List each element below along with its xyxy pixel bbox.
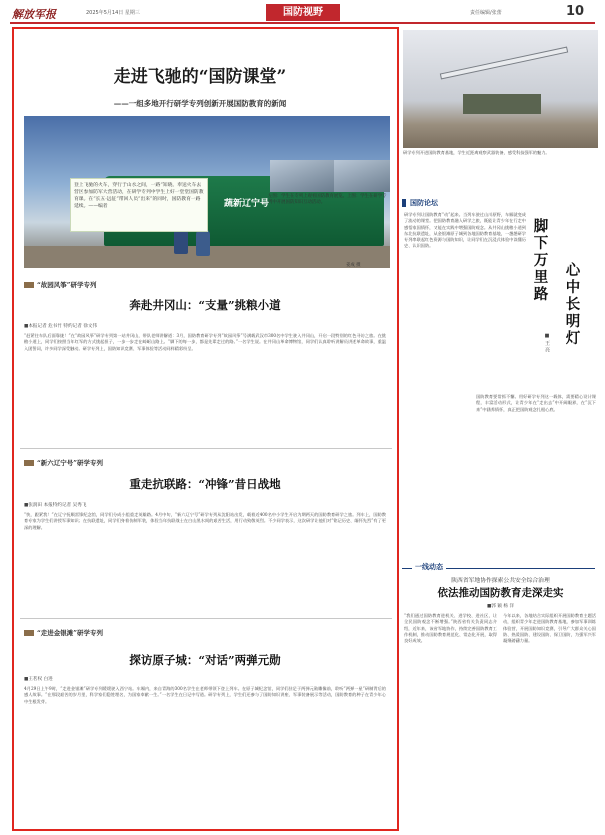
column-tag-3: “走进金银滩”研学专列 <box>24 628 103 640</box>
byline-2: ■张润田 本报特约记者 吴秀飞 <box>24 503 87 508</box>
feature-title: 走进飞驰的“国防课堂” <box>113 67 287 87</box>
frontline-header: 一线动态 <box>412 562 446 572</box>
frontline-byline: ■郭 颖 杨 洋 <box>486 604 515 609</box>
editor-credit: 责任编辑/张蕾 <box>470 10 502 16</box>
kicker: 陕西省军地协作探索公共安全综合治理 <box>451 578 550 584</box>
inset-photo-1 <box>270 160 334 192</box>
headline-1: 奔赴井冈山：“支量”挑粮小道 <box>129 298 281 312</box>
train-livery-text: 蔬新辽宁号 <box>224 199 270 209</box>
headline-3: 探访原子城：“对话”两弹元勋 <box>129 653 281 667</box>
byline-3: ■王茗权 白进 <box>24 677 53 682</box>
frontline-body-b: 今年以来，各地结合实际组织开展国防教育主题活动，组织青少年走进国防教育基地，参加军事训练体验营，开展国防知识竞赛，引导广大群众关心国防、热爱国防、建设国防、保卫国防，为强军兴军凝聚磅礴力量。 <box>503 613 596 644</box>
photo-credit: 姜成 摄 <box>346 263 361 268</box>
missile-photo-caption: 研学专列开进国防教育基地，学生近距离观察武器装备，感受科技强军的魅力。 <box>403 150 550 155</box>
feature-subtitle: ——一组多地开行研学专列创新开展国防教育的新闻 <box>113 99 287 108</box>
article-body-2: “快，跟紧我！”在辽宁抚顺雷锋纪念馆，同学们分成小组重走英雄路。4月中旬，“新六辽宁号”研学专列从沈阳站出发，载着近400名中小学生开启为期两天的国防教育研学之旅。列车上，国防教育专家为学生们讲授军事知识；在抗联遗址，同学们身着仿制军装，体验当年抗联战士在白山黑水间的艰苦生活，用行动致敬英烈。不少同学表示，这次研学让他们对“铭记历史、缅怀先烈”有了更深的理解。 <box>24 512 386 530</box>
section-title: 国防视野 <box>266 4 340 21</box>
divider <box>20 448 392 449</box>
launcher-image <box>463 94 541 114</box>
inset-photo-2 <box>334 160 390 192</box>
article-body-3: 4月29日上午9时，“走进金银滩”研学专列缓缓驶入西宁站。车厢内，来自青海的300名学生在老师带领下登上列车。在原子城纪念馆，同学们驻足于两弹元勋雕像前，聆听“两弹一星”研制背后的感人故事。“在那段艰苦的岁月里，科学家们隐姓埋名，为国家奉献一生。”一名学生在日记中写道。研学专列上，学生们还参与了国防知识讲座、军事装备展示等活动，国防教育的种子在青少年心中生根发芽。 <box>24 686 386 704</box>
issue-date: 2025年5月14日 星期三 <box>86 10 140 16</box>
inset-photo-caption: 左图：学生在专列上观看国防教育展览。上图：学生在研学专列中开展国防知识互动活动。 <box>268 194 387 205</box>
missile-photo <box>403 30 598 148</box>
frontline-body-a: “我们通过国防教育进机关、进学校、进社区，让全民国防观念不断增强。”陕西省有关负责同志介绍，近年来，该省军地协作，持续完善国防教育工作机制，推动国防教育规范化、常态化开展，取得良好成效。 <box>404 613 497 644</box>
masthead: 解放军报 <box>12 8 56 21</box>
opinion-author: ■ 王 亮 <box>544 333 550 353</box>
section-marker-icon <box>402 199 406 207</box>
column-tag-2: “新六辽宁号”研学专列 <box>24 458 103 470</box>
page-number: 10 <box>566 4 585 19</box>
photo-caption-box: 登上飞驰的火车，穿行于山水之间，一路“知晓、奉送火车去营区参加防军大营活动，在研学专列中学生上好一堂堂国防教育课。在“长五·远征”带回人员“出来”的同时，国防教育一路延续。——编者 <box>70 178 208 232</box>
byline-1: ■本报记者 危书竹 特约记者 徐文伟 <box>24 324 98 329</box>
forum-body: 研学专列让国防教育“动”起来。当列车驶过山川原野，车厢就变成了流动的课堂。把国防教育融入研学之旅，既能让青少年在行走中感悟家国情怀，又能在实践中增强国防观念。从井冈山挑粮小道到东北抗联遗址，从金银滩原子城到各地国防教育基地，一趟趟研学专列串联起红色资源与国防知识，让同学们在沉浸式体验中读懂历史、认识国防。 <box>404 212 526 249</box>
forum-header: 国防论坛 <box>410 199 438 207</box>
student-figure <box>196 228 210 256</box>
column-tag-1: “故园风筝”研学专列 <box>24 280 96 292</box>
article-body-1: “赶紧往车队后面靠拢！”在“故园风筝”研学专列第一站井冈山，带队老师讲解道：3月，国防教育研学专列“故园风筝”号满载武汉市300名中学生驶入井冈山，开启一段特别的红色寻访之旅。在挑粮小道上，同学们按照当年红军的方式挑起担子，一步一步走在崎岖山路上。“脚下的每一步，都是先辈走过的路。”一名学生说。在井冈山革命博物馆，同学们认真聆听讲解员讲述革命故事，重温入团誓词，许多同学深受触动。研学专列上，国防知识竞赛、军事体验等活动同样精彩纷呈。 <box>24 333 386 351</box>
opinion-title-line-1: 脚下万里路 <box>533 218 549 303</box>
divider <box>20 618 392 619</box>
frontline-headline: 依法推动国防教育走深走实 <box>437 587 564 599</box>
header-rule <box>10 22 595 24</box>
missile-image <box>440 47 568 80</box>
opinion-title-line-2: 心中长明灯 <box>565 262 581 347</box>
headline-2: 重走抗联路：“冲锋”昔日战地 <box>129 477 281 491</box>
forum-body-2: 国防教育要常抓不懈。用好研学专列这一载体，需要精心设计课程，丰富活动形式，让青少年在“走出去”中开阔眼界，在“沉下来”中涵养情怀，真正把国防观念扎根心底。 <box>476 394 596 412</box>
